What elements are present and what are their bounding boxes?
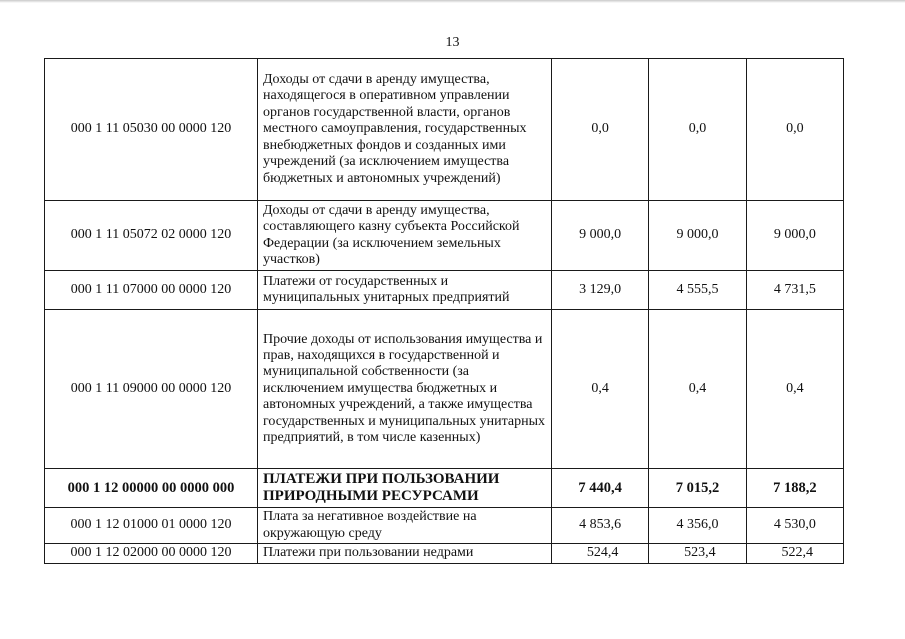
value-cell: 7 015,2: [649, 469, 746, 508]
revenue-name-cell: Плата за негативное воздействие на окружающую среду: [258, 508, 552, 544]
budget-code-cell: 000 1 11 05072 02 0000 120: [45, 201, 258, 271]
revenue-name-cell: Прочие доходы от использования имущества и прав, находящихся в государственной и муниципальной собственности (за исключением имущества бюджетных и автономных учреждений, а также имущества государственных и муниципальных унитарных предприятий, в том числе казенных): [258, 310, 552, 469]
table-row: [45, 271, 844, 310]
value-cell: 9 000,0: [649, 201, 746, 271]
value-cell: 0,0: [649, 59, 746, 201]
value-cell: 4 853,6: [552, 508, 649, 544]
budget-revenue-table: [44, 58, 844, 564]
value-cell: 4 731,5: [746, 271, 843, 310]
value-cell: 3 129,0: [552, 271, 649, 310]
value-cell: 0,0: [552, 59, 649, 201]
budget-code-cell: 000 1 11 07000 00 0000 120: [45, 271, 258, 310]
value-cell: 0,4: [649, 310, 746, 469]
value-cell: 0,4: [746, 310, 843, 469]
budget-code-cell: 000 1 12 01000 01 0000 120: [45, 508, 258, 544]
table-row: [45, 59, 844, 201]
value-cell: 9 000,0: [552, 201, 649, 271]
value-cell: 7 188,2: [746, 469, 843, 508]
page-number: 13: [445, 35, 460, 50]
value-cell: 522,4: [746, 544, 843, 564]
table-row: [45, 508, 844, 544]
value-cell: 9 000,0: [746, 201, 843, 271]
revenue-name-cell: Платежи при пользовании недрами: [258, 544, 552, 564]
value-cell: 7 440,4: [552, 469, 649, 508]
revenue-name-cell: Платежи от государственных и муниципальных унитарных предприятий: [258, 271, 552, 310]
table-row: [45, 469, 844, 508]
budget-code-cell: 000 1 11 09000 00 0000 120: [45, 310, 258, 469]
scan-edge: [0, 0, 905, 3]
budget-code-cell: 000 1 12 02000 00 0000 120: [45, 544, 258, 564]
value-cell: 524,4: [552, 544, 649, 564]
revenue-name-cell: ПЛАТЕЖИ ПРИ ПОЛЬЗОВАНИИ ПРИРОДНЫМИ РЕСУРСАМИ: [258, 469, 552, 508]
table-row: [45, 201, 844, 271]
table-row: [45, 310, 844, 469]
budget-code-cell: 000 1 12 00000 00 0000 000: [45, 469, 258, 508]
value-cell: 4 356,0: [649, 508, 746, 544]
budget-code-cell: 000 1 11 05030 00 0000 120: [45, 59, 258, 201]
value-cell: 523,4: [649, 544, 746, 564]
revenue-name-cell: Доходы от сдачи в аренду имущества, составляющего казну субъекта Российской Федерации (за исключением земельных участков): [258, 201, 552, 271]
value-cell: 0,4: [552, 310, 649, 469]
revenue-name-cell: Доходы от сдачи в аренду имущества, находящегося в оперативном управлении органов государственной власти, органов местного самоуправления, государственных внебюджетных фондов и созданных ими учреждений (за исключением имущества бюджетных и автономных учреждений): [258, 59, 552, 201]
value-cell: 4 530,0: [746, 508, 843, 544]
value-cell: 4 555,5: [649, 271, 746, 310]
table-row: [45, 544, 844, 564]
value-cell: 0,0: [746, 59, 843, 201]
